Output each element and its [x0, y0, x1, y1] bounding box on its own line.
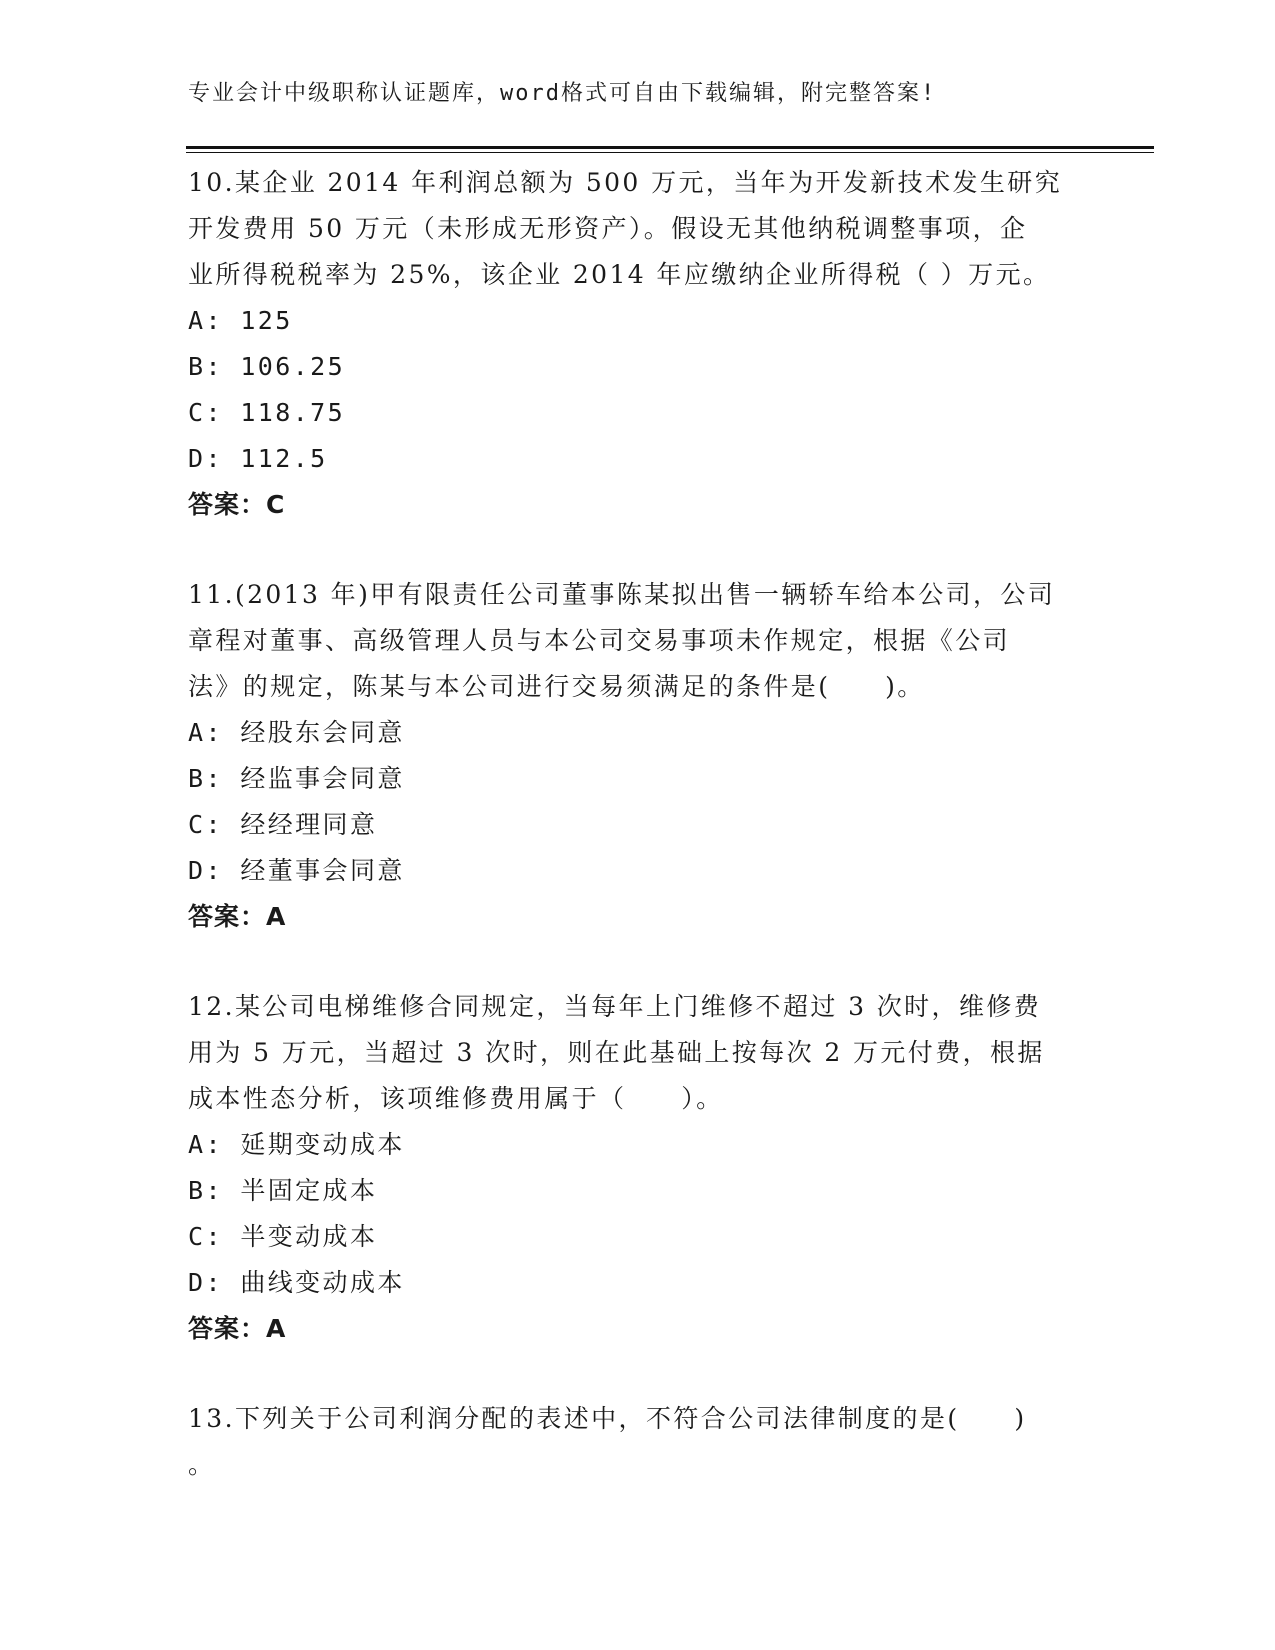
option-c: C: 118.75	[188, 398, 346, 427]
option-c: C: 半变动成本	[188, 1222, 378, 1251]
option-c: C: 经经理同意	[188, 810, 378, 839]
option-a: A: 经股东会同意	[188, 718, 405, 747]
question-13	[188, 1396, 1088, 1488]
option-b: B: 106.25	[188, 352, 346, 381]
question-stem-line: 法》的规定，陈某与本公司进行交易须满足的条件是( )。	[188, 672, 925, 701]
question-stem-line: 11.(2013 年)甲有限责任公司董事陈某拟出售一辆轿车给本公司，公司	[188, 580, 1056, 609]
question-stem-line: 13.下列关于公司利润分配的表述中，不符合公司法律制度的是( )	[188, 1404, 1027, 1433]
question-stem-line: 12.某公司电梯维修合同规定，当每年上门维修不超过 3 次时，维修费	[188, 992, 1042, 1021]
question-10	[188, 160, 1088, 528]
question-stem-line: 用为 5 万元，当超过 3 次时，则在此基础上按每次 2 万元付费，根据	[188, 1038, 1045, 1067]
question-list	[188, 160, 1088, 1532]
question-stem-line: 开发费用 50 万元（未形成无形资产）。假设无其他纳税调整事项，企	[188, 214, 1028, 243]
option-b: B: 半固定成本	[188, 1176, 378, 1205]
answer: 答案：A	[188, 902, 287, 931]
question-stem-line: 业所得税税率为 25%，该企业 2014 年应缴纳企业所得税（ ）万元。	[188, 260, 1051, 289]
question-11	[188, 572, 1088, 940]
answer: 答案：A	[188, 1314, 287, 1343]
option-d: D: 112.5	[188, 444, 328, 473]
option-a: A: 延期变动成本	[188, 1130, 405, 1159]
question-stem-line: 成本性态分析，该项维修费用属于（ ）。	[188, 1084, 724, 1113]
header-rule-thin	[186, 152, 1154, 153]
option-a: A: 125	[188, 306, 293, 335]
question-12	[188, 984, 1088, 1352]
option-b: B: 经监事会同意	[188, 764, 405, 793]
header-rule-thick	[186, 146, 1154, 149]
option-d: D: 曲线变动成本	[188, 1268, 405, 1297]
answer: 答案：C	[188, 490, 286, 519]
option-d: D: 经董事会同意	[188, 856, 405, 885]
page-header: 专业会计中级职称认证题库，word格式可自由下载编辑，附完整答案!	[188, 81, 937, 106]
question-stem-line: 。	[188, 1450, 216, 1479]
question-stem-line: 章程对董事、高级管理人员与本公司交易事项未作规定，根据《公司	[188, 626, 1011, 655]
question-stem-line: 10.某企业 2014 年利润总额为 500 万元，当年为开发新技术发生研究	[188, 168, 1063, 197]
